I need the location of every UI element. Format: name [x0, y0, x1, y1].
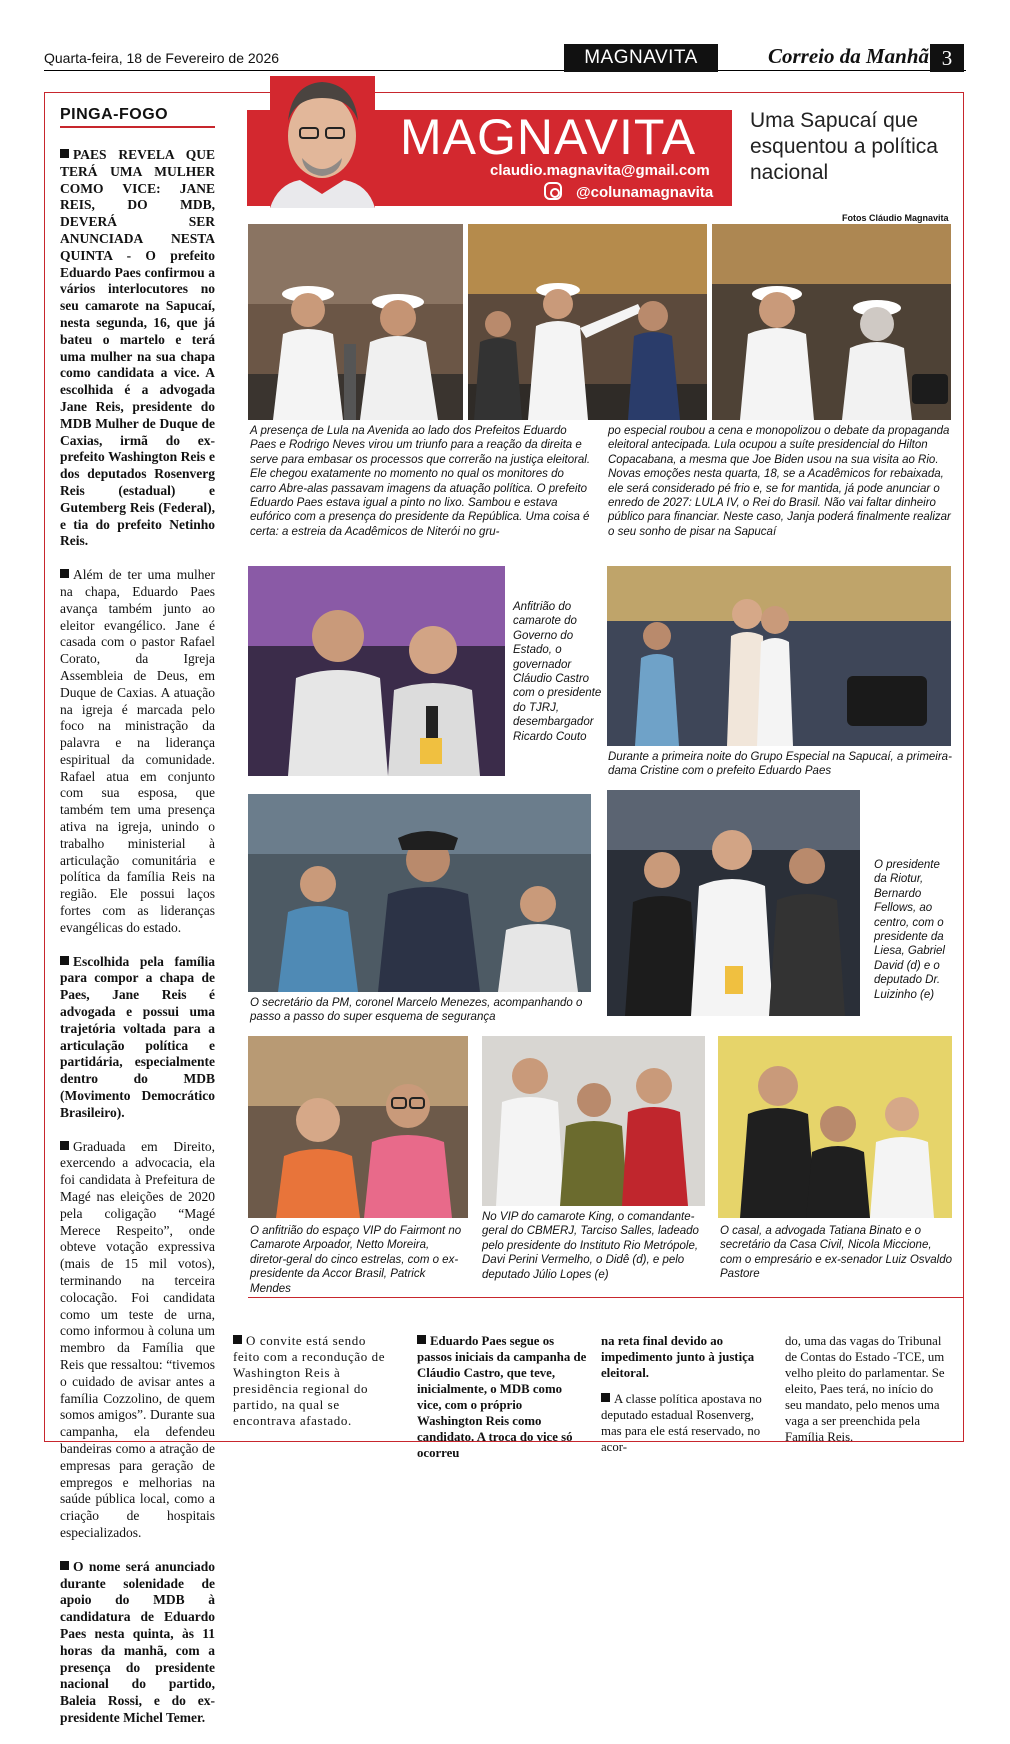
bullet-icon: [60, 956, 69, 965]
newspaper-name: Correio da Manhã: [768, 44, 930, 68]
caption-pm: O secretário da PM, coronel Marcelo Menezes, acompanhando o passo a passo do super esquema de segurança: [250, 997, 583, 1024]
columnist-portrait: [270, 76, 375, 208]
photo-pm-secretary: [248, 794, 591, 992]
caption-castro: Anfitrião do camarote do Governo do Estado, o governador Cláudio Castro com o presidente do TJRJ, desembargador Ricardo Couto: [513, 601, 602, 743]
issue-date: Quarta-feira, 18 de Fevereiro de 2026: [44, 50, 280, 66]
instagram-handle[interactable]: @colunamagnavita: [576, 184, 714, 201]
photo-fairmont: [248, 1036, 468, 1218]
bullet-icon: [60, 149, 69, 158]
photo-riotur-liesa: [607, 790, 860, 1016]
photo-credit: Fotos Cláudio Magnavita: [842, 213, 949, 223]
caption-fairmont: O anfitrião do espaço VIP do Fairmont no Camarote Arpoador, Netto Moreira, diretor-geral do cinco estrelas, com o ex-presidente da Accor Brasil, Patrick Mendes: [250, 1225, 462, 1295]
bottom-column-4: [785, 1333, 953, 1455]
caption-riotur: O presidente da Riotur, Bernardo Fellows, ao centro, com o presidente da Liesa, Gabriel David (d) e o deputado Dr. Luizinho (e): [874, 859, 945, 1001]
bottom-column-1: [233, 1333, 395, 1439]
bottom-paragraph-3a: na reta final devido ao impedimento junto à justiça eleitoral.: [601, 1334, 755, 1380]
caption-king: No VIP do camarote King, o comandante-geral do CBMERJ, Tarciso Salles, ladeado pelo presidente do Instituto Rio Metrópole, Davi Perini Vermelho, o Didê (d), e pelo deputado Júlio Lopes (e): [482, 1211, 699, 1281]
bullet-icon: [601, 1393, 610, 1402]
photo-cristine-paes: [607, 566, 951, 746]
bottom-rule: [248, 1297, 964, 1298]
photo-castro-couto: [248, 566, 505, 776]
bottom-paragraph-2: Eduardo Paes segue os passos iniciais da campanha de Cláudio Castro, que teve, inicialmente, o MDB como vice, com o próprio Washington Reis como candidato. A troca do vice só ocorreu: [417, 1334, 587, 1460]
section-label: MAGNAVITA: [564, 44, 718, 72]
column-title: PINGA-FOGO: [60, 106, 169, 123]
sidebar-paragraph-4: Graduada em Direito, exercendo a advocacia, ela foi candidata à Prefeitura de Magé nas eleições de 2020 pela coligação “Magé Merece Respeito”, onde obteve votação expressiva (mais de 15 mil votos), terminando na terceira colocação. Foi candidata como um teste de urna, como informou à coluna um membro da Família que Reis que ressaltou: “tivemos o cuidado de avisar antes a família Cozzolino, de quem somos amigos”. Durante sua campanha, ela defendeu bandeiras como a atração de empresas para geração de empregos e melhorias na saúde pública local, como a criação de hospitais especializados.: [60, 1138, 215, 1540]
columnist-email[interactable]: claudio.magnavita@gmail.com: [490, 162, 710, 179]
bottom-column-3: [601, 1333, 771, 1465]
sidebar-paragraph-5: O nome será anunciado durante solenidade de apoio do MDB à candidatura de Eduardo Paes nesta quinta, às 11 horas da manhã, com a presença do presidente nacional do partido, Baleia Rossi, e do ex-presidente Michel Temer.: [60, 1558, 215, 1725]
photo-lula-paes: [248, 224, 463, 420]
caption-binato: O casal, a advogada Tatiana Binato e o secretário da Casa Civil, Nicola Miccione, com o empresário e ex-senador Luiz Osvaldo Pastore: [720, 1225, 953, 1281]
columnist-name: MAGNAVITA: [400, 109, 697, 165]
bottom-paragraph-1: O convite está sendo feito com a recondução de Washington Reis à presidência regional do partido, na qual se encontrava afastado.: [233, 1333, 386, 1428]
bullet-icon: [60, 569, 69, 578]
caption-lula-left: A presença de Lula na Avenida ao lado dos Prefeitos Eduardo Paes e Rodrigo Neves virou um triunfo para a reação da direita e serve para embasar os processos que correrão na justiça eleitoral. Ele chegou exatamente no momento no qual os monitores do carro Abre-alas passavam imagens da atuação política. O prefeito Eduardo Paes estava igual a pinto no lixo. Sambou e estava eufórico com a presença do presidente da República. Uma coisa é certa: a estreia da Acadêmicos de Niterói no gru-: [250, 425, 591, 538]
sidebar-column: [60, 147, 215, 1744]
photo-paes-lula: [712, 224, 951, 420]
photo-binato: [718, 1036, 952, 1218]
bottom-column-2: [417, 1333, 587, 1471]
column-title-rule: [60, 126, 215, 128]
photo-paes-pointing: [468, 224, 707, 420]
headline: Uma Sapucaí que esquentou a política nacional: [750, 109, 938, 184]
photo-king: [482, 1036, 705, 1206]
page-number: 3: [930, 44, 964, 72]
sidebar-paragraph-1: PAES REVELA QUE TERÁ UMA MULHER COMO VICE: JANE REIS, DO MDB, DEVERÁ SER ANUNCIADA NESTA QUINTA - O prefeito Eduardo Paes confirmou a vários interlocutores no seu camarote na Sapucaí, nesta segunda, 16, que já bateu o martelo e terá uma mulher na sua chapa como candidata a vice. A escolhida é a advogada Jane Reis, presidente do MDB Mulher de Duque de Caxias, irmã do ex-prefeito Washington Reis e dos deputados Rosenverg Reis (estadual) e Gutemberg Reis (Federal), e tia do prefeito Netinho Reis.: [60, 147, 215, 549]
sidebar-paragraph-3: Escolhida pela família para compor a chapa de Paes, Jane Reis é advogada e possui uma trajetória voltada para a articulação política e partidária, especialmente dentro do MDB (Movimento Democrático Brasileiro).: [60, 953, 215, 1120]
bullet-icon: [233, 1335, 242, 1344]
bullet-icon: [60, 1141, 69, 1150]
bottom-paragraph-3b: A classe política apostava no deputado estadual Rosenverg, mas para ele está reservado, no acor-: [601, 1392, 762, 1454]
header-rule: [44, 70, 966, 71]
bottom-paragraph-4: do, uma das vagas do Tribunal de Contas do Estado -TCE, um velho pleito do parlamentar. Se eleito, Paes terá, no início do seu mandato, pelo menos uma vaga a ser preenchida pela Família Reis.: [785, 1334, 945, 1444]
caption-lula-right: po especial roubou a cena e monopolizou o debate da propaganda eleitoral antecipada. Lula ocupou a suíte presidencial do Hilton Copacabana, a mesma que Joe Biden usou na sua visita ao Rio. Novas emoções nesta quarta, 18, se a Acadêmicos for rebaixada, ele será considerado pé frio e, se for mantida, já pode anunciar o enredo de 2027: LULA IV, o Rei do Brasil. Não vai faltar dinheiro público para financiar. Neste caso, Janja poderá finalmente realizar o seu sonho de pisar na Sapucaí: [608, 425, 951, 538]
bullet-icon: [60, 1561, 69, 1570]
instagram-icon: [544, 182, 562, 200]
bullet-icon: [417, 1335, 426, 1344]
sidebar-paragraph-2: Além de ter uma mulher na chapa, Eduardo Paes avança também junto ao eleitor evangélico. Jane é casada com o pastor Rafael Corato, da Igreja Assembleia de Deus, em Duque de Caxias. A atuação na igreja é marcada pelo foco na ministração da palavra e na liderança espiritual da comunidade. Rafael atua em conjunto com sua esposa, que também tem uma presença ativa na igreja, unindo o trabalho ministerial à articulação comunitária e política da família Reis na região. Ele possui laços fortes com as lideranças evangélicas do estado.: [60, 567, 215, 935]
caption-cristine: Durante a primeira noite do Grupo Especial na Sapucaí, a primeira-dama Cristine com o prefeito Eduardo Paes: [608, 751, 952, 778]
